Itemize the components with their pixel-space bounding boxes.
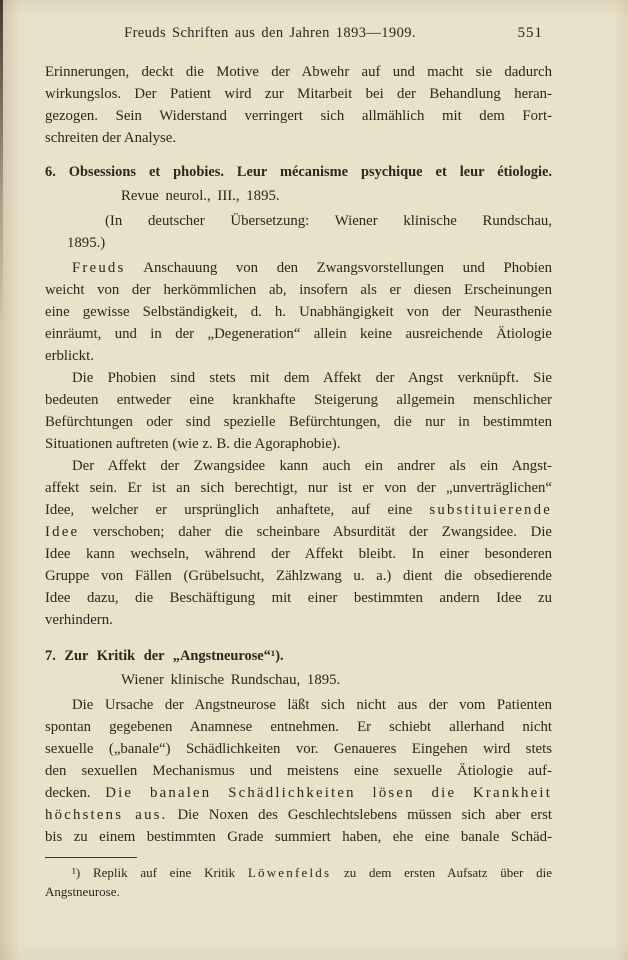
text-line: weicht von der herkömmlichen ab, insofern als er diesen Erscheinungen [45, 282, 552, 298]
text-line: Idee kann wechseln, während der Affekt bleibt. In einer besonderen [45, 546, 552, 562]
text-line: Die Ursache der Angstneurose läßt sich nicht aus der vom Patienten [72, 697, 552, 713]
text-line: ¹) Replik auf eine Kritik Löwenfelds zu dem ersten Aufsatz über die [72, 865, 552, 880]
footnote [45, 863, 552, 901]
text-line: Wiener klinische Rundschau, 1895. [121, 672, 341, 688]
paragraph-phobien [45, 367, 552, 455]
text-line: wirkungslos. Der Patient wird zur Mitarbeit bei der Behandlung heran- [45, 86, 552, 102]
text-line: Freuds Anschauung von den Zwangsvorstellungen und Phobien [72, 260, 552, 276]
text-line: 6. Obsessions et phobies. Leur mécanisme psychique et leur étiologie. [45, 164, 552, 180]
page-header [0, 25, 628, 45]
page-number: 551 [517, 25, 543, 41]
text-line: Die Phobien sind stets mit dem Affekt der Angst verknüpft. Sie [72, 370, 552, 386]
text-line: bedeuten entweder eine krankhafte Steigerung allgemein menschlicher [45, 392, 552, 408]
running-title: Freuds Schriften aus den Jahren 1893—1909. [124, 25, 416, 41]
footnote-rule [45, 857, 137, 858]
text-line: bis zu einem bestimmten Grade summiert haben, ehe eine banale Schäd- [45, 829, 552, 845]
text-line: den sexuellen Mechanismus und meistens eine sexuelle Ätiologie auf- [45, 763, 552, 779]
translation-note [45, 210, 552, 254]
text-line: Idee, welcher er ursprünglich anhaftete, auf eine substituierende [45, 502, 552, 518]
text-line: eine gewisse Selbständigkeit, d. h. Unabhängigkeit von der Neurasthenie [45, 304, 552, 320]
text-line: höchstens aus. Die Noxen des Geschlechtslebens müssen sich aber erst [45, 807, 552, 823]
text-line: (In deutscher Übersetzung: Wiener klinische Rundschau, [105, 213, 552, 229]
text-line: 1895.) [67, 235, 106, 251]
page-edge-shadow [0, 0, 3, 330]
text-line: verhindern. [45, 612, 113, 628]
text-line: Idee verschoben; daher die scheinbare Absurdität der Zwangsidee. Die [45, 524, 552, 540]
text-line: gezogen. Sein Widerstand verringert sich allmählich mit dem Fort- [45, 108, 552, 124]
text-line: Revue neurol., III., 1895. [121, 188, 280, 204]
text-line: decken. Die banalen Schädlichkeiten lösen die Krankheit [45, 785, 553, 801]
text-line: 7. Zur Kritik der „Angstneurose“¹). [45, 648, 284, 664]
text-line: schreiten der Analyse. [45, 130, 177, 146]
text-line: Der Affekt der Zwangsidee kann auch ein andrer als ein Angst- [72, 458, 552, 474]
paragraph-angstneurose [45, 694, 552, 848]
reference-revue-neurol [45, 185, 552, 207]
text-line: einräumt, und in der „Degeneration“ allein keine ausreichende Ätiologie [45, 326, 552, 342]
section-7-heading [45, 645, 552, 667]
paragraph-continuation [45, 61, 552, 149]
text-line: spontan gegebenen Anamnese entnehmen. Er schiebt allerhand nicht [45, 719, 552, 735]
paragraph-zwangsidee [45, 455, 552, 631]
section-6-heading [45, 161, 552, 183]
text-line: Idee dazu, die Beschäftigung mit einer bestimmten andern Idee zu [45, 590, 552, 606]
text-line: Befürchtungen oder sind spezielle Befürchtungen, die nur in bestimmten [45, 414, 552, 430]
page-body [45, 61, 552, 901]
text-line: Gruppe von Fällen (Grübelsucht, Zählzwang u. a.) dient die obsedierende [45, 568, 552, 584]
text-line: erblickt. [45, 348, 94, 364]
reference-wiener-rundschau [45, 669, 552, 691]
paragraph-freuds-anschauung [45, 257, 552, 367]
text-line: Situationen auftreten (wie z. B. die Agoraphobie). [45, 436, 341, 452]
text-line: Erinnerungen, deckt die Motive der Abwehr auf und macht sie dadurch [45, 64, 552, 80]
text-line: Angstneurose. [45, 884, 120, 899]
text-line: sexuelle („banale“) Schädlichkeiten vor. Genaueres Eingehen wird stets [45, 741, 552, 757]
text-line: affekt sein. Er ist an sich berechtigt, nur ist er von der „unverträglichen“ [45, 480, 552, 496]
